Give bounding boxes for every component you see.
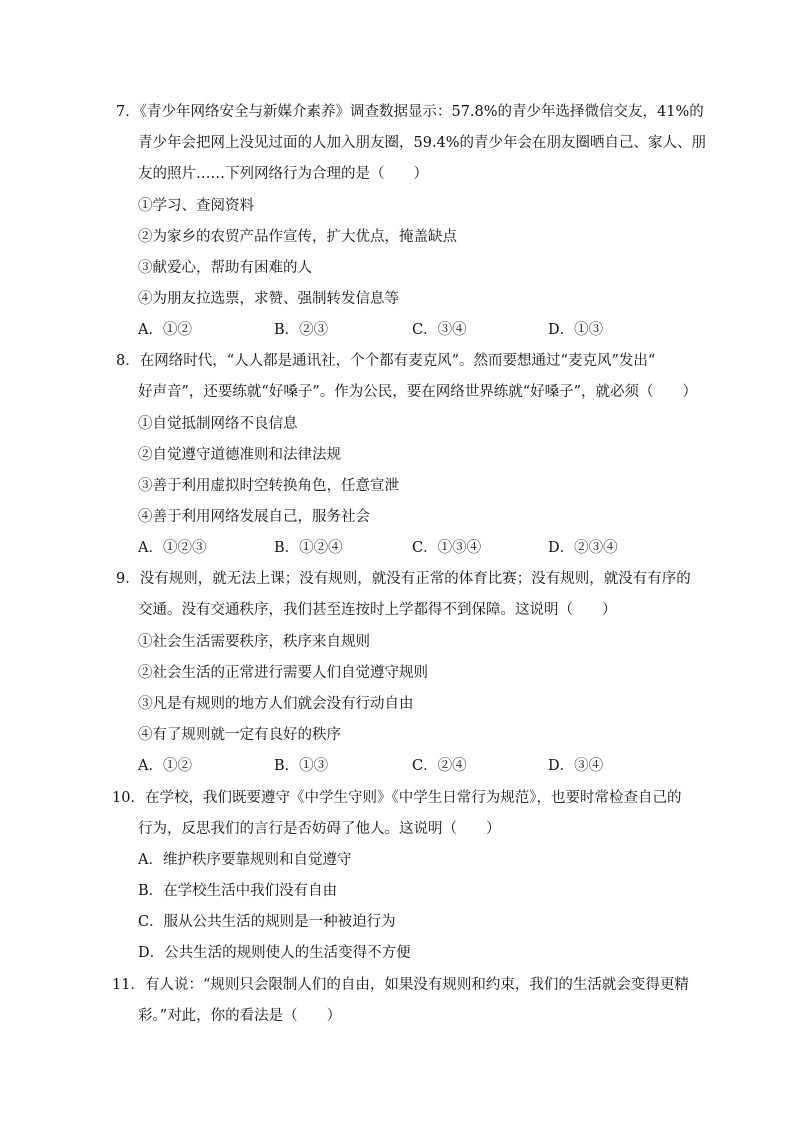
statement: ②自觉遵守道德准则和法律法规 (138, 447, 341, 463)
question-number: 9． (116, 571, 140, 587)
statement: ②社会生活的正常进行需要人们自觉遵守规则 (138, 665, 428, 681)
statement: ①自觉抵制网络不良信息 (138, 416, 298, 432)
option-d: D．公共生活的规则使人的生活变得不方便 (138, 945, 411, 961)
option-b: B．在学校生活中我们没有自由 (138, 883, 338, 899)
option-b: B．①③ (274, 758, 329, 774)
option-d: D．①③ (548, 322, 604, 338)
statement: ④有了规则就一定有良好的秩序 (138, 727, 341, 743)
question-10-line-1 (112, 788, 681, 808)
question-9-line-2: 交通。没有交通秩序，我们甚至连按时上学都得不到保障。这说明（ ） (138, 602, 617, 618)
question-text: 在学校，我们既要遵守《中学生守则》《中学生日常行为规范》，也要时常检查自己的 (144, 790, 682, 806)
statement: ①学习、查阅资料 (138, 198, 254, 214)
question-11-line-2: 彩。”对此，你的看法是（ ） (138, 1008, 342, 1024)
option-c: C．②④ (412, 758, 467, 774)
option-b: B．①②④ (274, 540, 343, 556)
statement: ④善于利用网络发展自己，服务社会 (138, 509, 370, 525)
question-10-line-2: 行为，反思我们的言行是否妨碍了他人。这说明（ ） (138, 821, 501, 837)
question-8-line-2: 好声音”，还要练就“好嗓子”。作为公民，要在网络世界练就“好嗓子”，就必须（ ） (138, 384, 698, 400)
statement: ④为朋友拉选票，求赞、强制转发信息等 (138, 291, 399, 307)
option-a: A．维护秩序要靠规则和自觉遵守 (138, 852, 352, 868)
question-text: 《青少年网络安全与新媒介素养》调查数据显示：57.8%的青少年选择微信交友，41%的 (139, 104, 704, 120)
option-b: B．②③ (274, 322, 329, 338)
option-a: A．①②③ (138, 540, 207, 556)
question-8-line-1 (116, 351, 655, 371)
statement: ③献爱心，帮助有困难的人 (138, 260, 312, 276)
statement: ①社会生活需要秩序，秩序来自规则 (138, 634, 370, 650)
option-a: A．①② (138, 322, 192, 338)
option-c: C．①③④ (412, 540, 482, 556)
question-9-line-1 (116, 569, 691, 589)
question-11-line-1 (112, 975, 689, 995)
question-text: 在网络时代，“人人都是通讯社，个个都有麦克风”。然而要想通过“麦克风”发出“ (139, 353, 656, 369)
question-number: 7． (116, 104, 140, 120)
option-a: A．①② (138, 758, 192, 774)
question-7-line-1 (116, 102, 704, 122)
question-text: 有人说：“规则只会限制人们的自由，如果没有规则和约束，我们的生活就会变得更精 (144, 977, 689, 993)
question-number: 10． (112, 790, 145, 806)
option-d: D．②③④ (548, 540, 618, 556)
option-c: C．服从公共生活的规则是一种被迫行为 (138, 914, 396, 930)
question-number: 11． (112, 977, 145, 993)
question-7-line-2: 青少年会把网上没见过面的人加入朋友圈，59.4%的青少年会在朋友圈晒自己、家人、朋 (138, 135, 707, 151)
statement: ②为家乡的农贸产品作宣传，扩大优点，掩盖缺点 (138, 229, 457, 245)
option-c: C．③④ (412, 322, 467, 338)
question-number: 8． (116, 353, 140, 369)
statement: ③善于利用虚拟时空转换角色，任意宣泄 (138, 478, 399, 494)
option-d: D．③④ (548, 758, 604, 774)
question-7-line-3: 友的照片……下列网络行为合理的是（ ） (138, 166, 428, 182)
question-text: 没有规则，就无法上课；没有规则，就没有正常的体育比赛；没有规则，就没有有序的 (139, 571, 691, 587)
statement: ③凡是有规则的地方人们就会没有行动自由 (138, 696, 414, 712)
